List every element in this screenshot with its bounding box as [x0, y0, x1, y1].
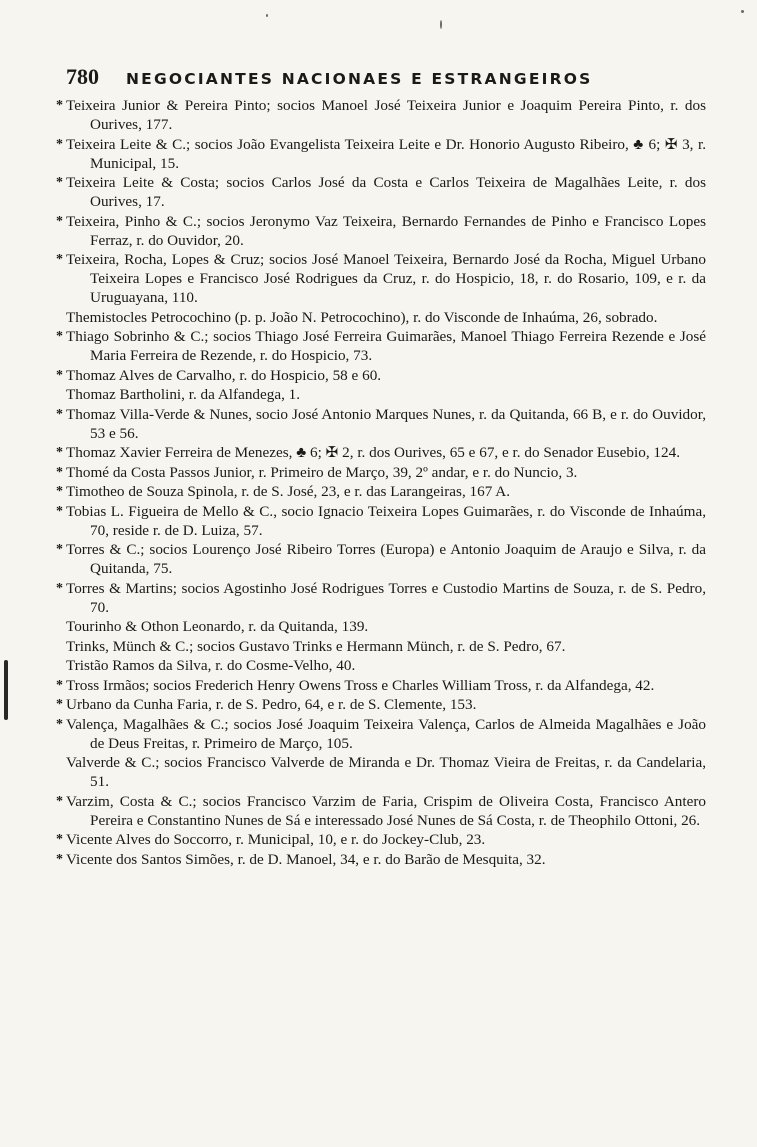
entry-text: Thomaz Xavier Ferreira de Menezes, ♣ 6; ✠ 2, r. dos Ourives, 65 e 67, e r. do Senador Eusebio, 124.	[66, 444, 681, 461]
entry-text: Tourinho & Othon Leonardo, r. da Quitanda, 139.	[66, 618, 369, 635]
entry-asterisk: *	[56, 542, 63, 557]
entry-asterisk: *	[56, 716, 63, 732]
entry-asterisk: *	[56, 677, 63, 693]
directory-entry	[56, 579, 706, 617]
entry-text: Vicente dos Santos Simões, r. de D. Manoel, 34, e r. do Barão de Mesquita, 32.	[66, 850, 546, 868]
paper-speck	[266, 14, 268, 17]
entry-text: Thomaz Bartholini, r. da Alfandega, 1.	[66, 386, 301, 403]
directory-entry	[56, 792, 706, 830]
directory-entry	[66, 637, 706, 656]
directory-entry	[56, 676, 706, 695]
entry-asterisk: *	[56, 445, 63, 460]
entry-asterisk: *	[56, 484, 63, 499]
directory-entry	[56, 135, 706, 173]
entry-asterisk: *	[56, 464, 63, 480]
entry-asterisk: *	[56, 98, 63, 113]
entry-asterisk: *	[56, 851, 63, 867]
entry-text: Teixeira Junior & Pereira Pinto; socios Manoel José Teixeira Junior e Joaquim Pereira Pinto, r. dos Ourives, 177.	[66, 97, 706, 133]
directory-entry	[66, 656, 706, 675]
entry-text: Torres & C.; socios Lourenço José Ribeiro Torres (Europa) e Antonio Joaquim de Araujo e Silva, r. da Quitanda, 75.	[66, 541, 706, 577]
directory-entry	[56, 405, 706, 443]
directory-entry	[56, 482, 706, 501]
entry-asterisk: *	[56, 213, 63, 229]
entry-asterisk: *	[56, 329, 63, 344]
entry-text: Trinks, Münch & C.; socios Gustavo Trinks e Hermann Münch, r. de S. Pedro, 67.	[66, 637, 566, 655]
entry-asterisk: *	[56, 793, 63, 809]
directory-entry	[66, 308, 706, 327]
directory-entry	[56, 212, 706, 250]
entry-list	[56, 96, 706, 869]
margin-mark	[4, 660, 8, 720]
entry-text: Timotheo de Souza Spinola, r. de S. José, 23, e r. das Larangeiras, 167 A.	[66, 483, 511, 500]
entry-asterisk: *	[56, 406, 63, 422]
entry-text: Thomaz Villa-Verde & Nunes, socio José Antonio Marques Nunes, r. da Quitanda, 66 B, e r. do Ouvidor, 53 e 56.	[66, 405, 706, 442]
entry-asterisk: *	[56, 580, 63, 596]
directory-entry	[56, 695, 706, 714]
entry-text: Teixeira, Rocha, Lopes & Cruz; socios José Manoel Teixeira, Bernardo José da Rocha, Miguel Urbano Teixeira Lopes e Francisco José Rodrigues da Cruz, r. do Hospicio, 18, r. do Rosario, 109, e r. da Uruguayana, 110.	[66, 251, 706, 306]
directory-entry	[56, 502, 706, 540]
entry-asterisk: *	[56, 136, 63, 152]
entry-text: Themistocles Petrocochino (p. p. João N. Petrocochino), r. do Visconde de Inhaúma, 26, sobrado.	[66, 308, 658, 326]
entry-asterisk: *	[56, 697, 63, 712]
directory-entry	[56, 830, 706, 849]
directory-page	[56, 64, 706, 869]
directory-entry	[56, 173, 706, 211]
page-number: 780	[66, 64, 99, 89]
entry-asterisk: *	[56, 367, 63, 383]
entry-asterisk: *	[56, 503, 63, 519]
directory-entry	[66, 617, 706, 636]
directory-entry	[56, 96, 706, 134]
entry-text: Valença, Magalhães & C.; socios José Joaquim Teixeira Valença, Carlos de Almeida Magalhães e João de Deus Freitas, r. Primeiro de Março, 105.	[66, 715, 706, 752]
directory-entry	[56, 443, 706, 462]
paper-speck	[741, 10, 744, 13]
entry-asterisk: *	[56, 832, 63, 847]
entry-text: Valverde & C.; socios Francisco Valverde de Miranda e Dr. Thomaz Vieira de Freitas, r. da Candelaria, 51.	[66, 754, 706, 790]
entry-text: Thomaz Alves de Carvalho, r. do Hospicio, 58 e 60.	[66, 366, 382, 384]
entry-text: Urbano da Cunha Faria, r. de S. Pedro, 64, e r. de S. Clemente, 153.	[66, 696, 477, 713]
entry-text: Teixeira, Pinho & C.; socios Jeronymo Vaz Teixeira, Bernardo Fernandes de Pinho e Francisco Lopes Ferraz, r. do Ouvidor, 20.	[66, 212, 706, 249]
directory-entry	[56, 366, 706, 385]
entry-text: Tobias L. Figueira de Mello & C., socio Ignacio Teixeira Lopes Guimarães, r. do Visconde de Inhaúma, 70, reside r. de D. Luiza, 57.	[66, 502, 706, 539]
entry-text: Teixeira Leite & Costa; socios Carlos José da Costa e Carlos Teixeira de Magalhães Leite, r. dos Ourives, 17.	[66, 174, 706, 210]
directory-entry	[56, 540, 706, 578]
entry-text: Tross Irmãos; socios Frederich Henry Owens Tross e Charles William Tross, r. da Alfandega, 42.	[66, 676, 655, 694]
paper-speck	[440, 20, 442, 29]
directory-entry	[56, 463, 706, 482]
entry-asterisk: *	[56, 252, 63, 267]
entry-text: Tristão Ramos da Silva, r. do Cosme-Velho, 40.	[66, 657, 356, 674]
directory-entry	[56, 250, 706, 307]
directory-entry	[66, 385, 706, 404]
entry-asterisk: *	[56, 175, 63, 190]
running-title: NEGOCIANTES NACIONAES E ESTRANGEIROS	[126, 70, 593, 88]
directory-entry	[56, 850, 706, 869]
entry-text: Vicente Alves do Soccorro, r. Municipal, 10, e r. do Jockey-Club, 23.	[66, 831, 486, 848]
entry-text: Torres & Martins; socios Agostinho José Rodrigues Torres e Custodio Martins de Souza, r. de S. Pedro, 70.	[66, 579, 706, 616]
entry-text: Thomé da Costa Passos Junior, r. Primeiro de Março, 39, 2º andar, e r. do Nuncio, 3.	[66, 463, 578, 481]
directory-entry	[66, 753, 706, 791]
entry-text: Varzim, Costa & C.; socios Francisco Varzim de Faria, Crispim de Oliveira Costa, Francisco Antero Pereira e Constantino Nunes de Sá e interessado José Nunes de Sá Costa, r. de Theophilo Ottoni, 26.	[66, 792, 706, 829]
directory-entry	[56, 327, 706, 365]
entry-text: Teixeira Leite & C.; socios João Evangelista Teixeira Leite e Dr. Honorio Augusto Ribeiro, ♣ 6; ✠ 3, r. Municipal, 15.	[66, 135, 706, 172]
entry-text: Thiago Sobrinho & C.; socios Thiago José Ferreira Guimarães, Manoel Thiago Ferreira Rezende e José Maria Ferreira de Rezende, r. do Hospicio, 73.	[66, 328, 706, 364]
page-header	[66, 64, 706, 94]
directory-entry	[56, 715, 706, 753]
